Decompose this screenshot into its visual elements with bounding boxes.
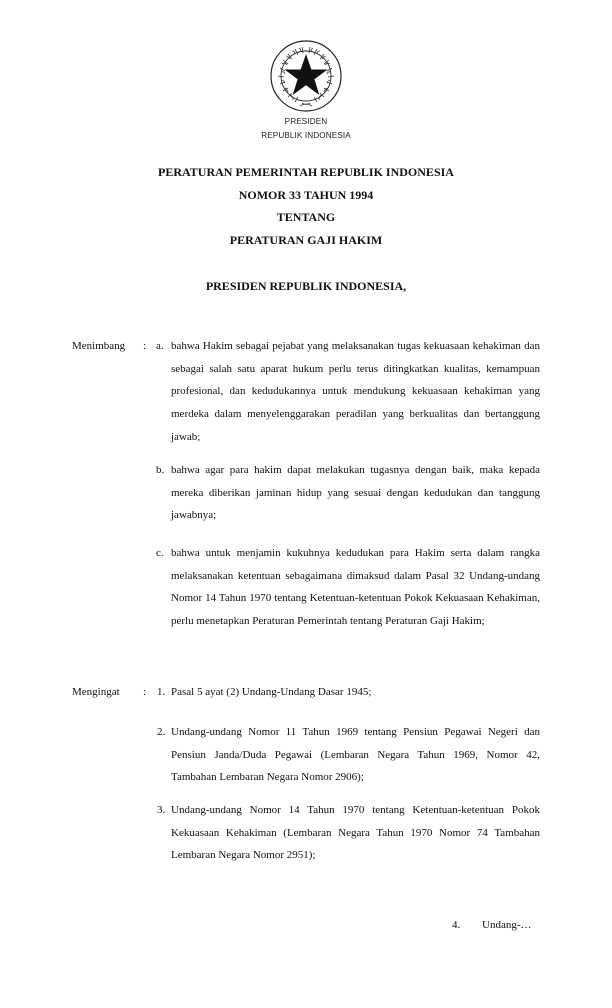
continuation-text: Undang-… [482,919,532,931]
issuer-heading: PRESIDEN REPUBLIK INDONESIA, [205,279,407,293]
mengingat-item-3: Undang-undang Nomor 14 Tahun 1970 tentang Ketentuan-ketentuan Pokok Kekuasaan Kehakiman (Lembaran Negara Tahun 1970 Nomor 74 Tambahan Lembaran Negara Nomor 2951); [171,804,540,862]
mengingat-marker-2: 2. [157,726,166,738]
menimbang-marker-a: a. [156,340,164,352]
page-continuation [452,918,532,932]
regulation-title: PERATURAN PEMERINTAH REPUBLIK INDONESIA [158,165,454,179]
mengingat-colon: : [143,686,147,698]
continuation-marker: 4. [452,919,461,931]
menimbang-colon: : [143,340,147,352]
menimbang-marker-b: b. [156,464,165,476]
menimbang-marker-c: c. [156,547,164,559]
regulation-about: TENTANG [276,210,336,224]
mengingat-item-2: Undang-undang Nomor 11 Tahun 1969 tentang Pensiun Pegawai Negeri dan Pensiun Janda/Duda Pegawai (Lembaran Negara Tahun 1969, Nomor 42, Tambahan Lembaran Negara Nomor 2906); [171,726,540,784]
menimbang-label: Menimbang [72,340,126,352]
mengingat-marker-1: 1. [157,686,166,698]
menimbang-item-c: bahwa untuk menjamin kukuhnya kedudukan para Hakim serta dalam rangka melaksanakan ketentuan sebagaimana dimaksud dalam Pasal 32 Undang-undang Nomor 14 Tahun 1970 tentang Ketentuan-ketentuan Pokok Kekuasaan Kehakiman, perlu menetapkan Peraturan Pemerintah tentang Peraturan Gaji Hakim; [171,547,540,628]
emblem-caption-line1: PRESIDEN [284,117,328,126]
mengingat-marker-3: 3. [157,804,166,816]
regulation-number: NOMOR 33 TAHUN 1994 [238,188,374,202]
menimbang-item-a: bahwa Hakim sebagai pejabat yang melaksanakan tugas kekuasaan kehakiman dan sebagai salah satu aparat hukum perlu terus ditingkatkan kualitas, kemampuan profesional, dan kedudukannya untuk mendukung kekuasaan kehakiman yang merdeka dalam menyelenggarakan peradilan yang berkualitas dan bertanggung jawab; [171,340,540,443]
mengingat-label: Mengingat [72,686,120,698]
garuda-emblem-icon [268,38,344,114]
mengingat-item-1: Pasal 5 ayat (2) Undang-Undang Dasar 1945; [171,686,372,698]
menimbang-item-b: bahwa agar para hakim dapat melakukan tugasnya dengan baik, maka kepada mereka diberikan jaminan hidup yang sesuai dengan kedudukan dan tanggung jawabnya; [171,464,540,522]
regulation-subject: PERATURAN GAJI HAKIM [229,233,383,247]
emblem-caption-line2: REPUBLIK INDONESIA [261,131,351,140]
